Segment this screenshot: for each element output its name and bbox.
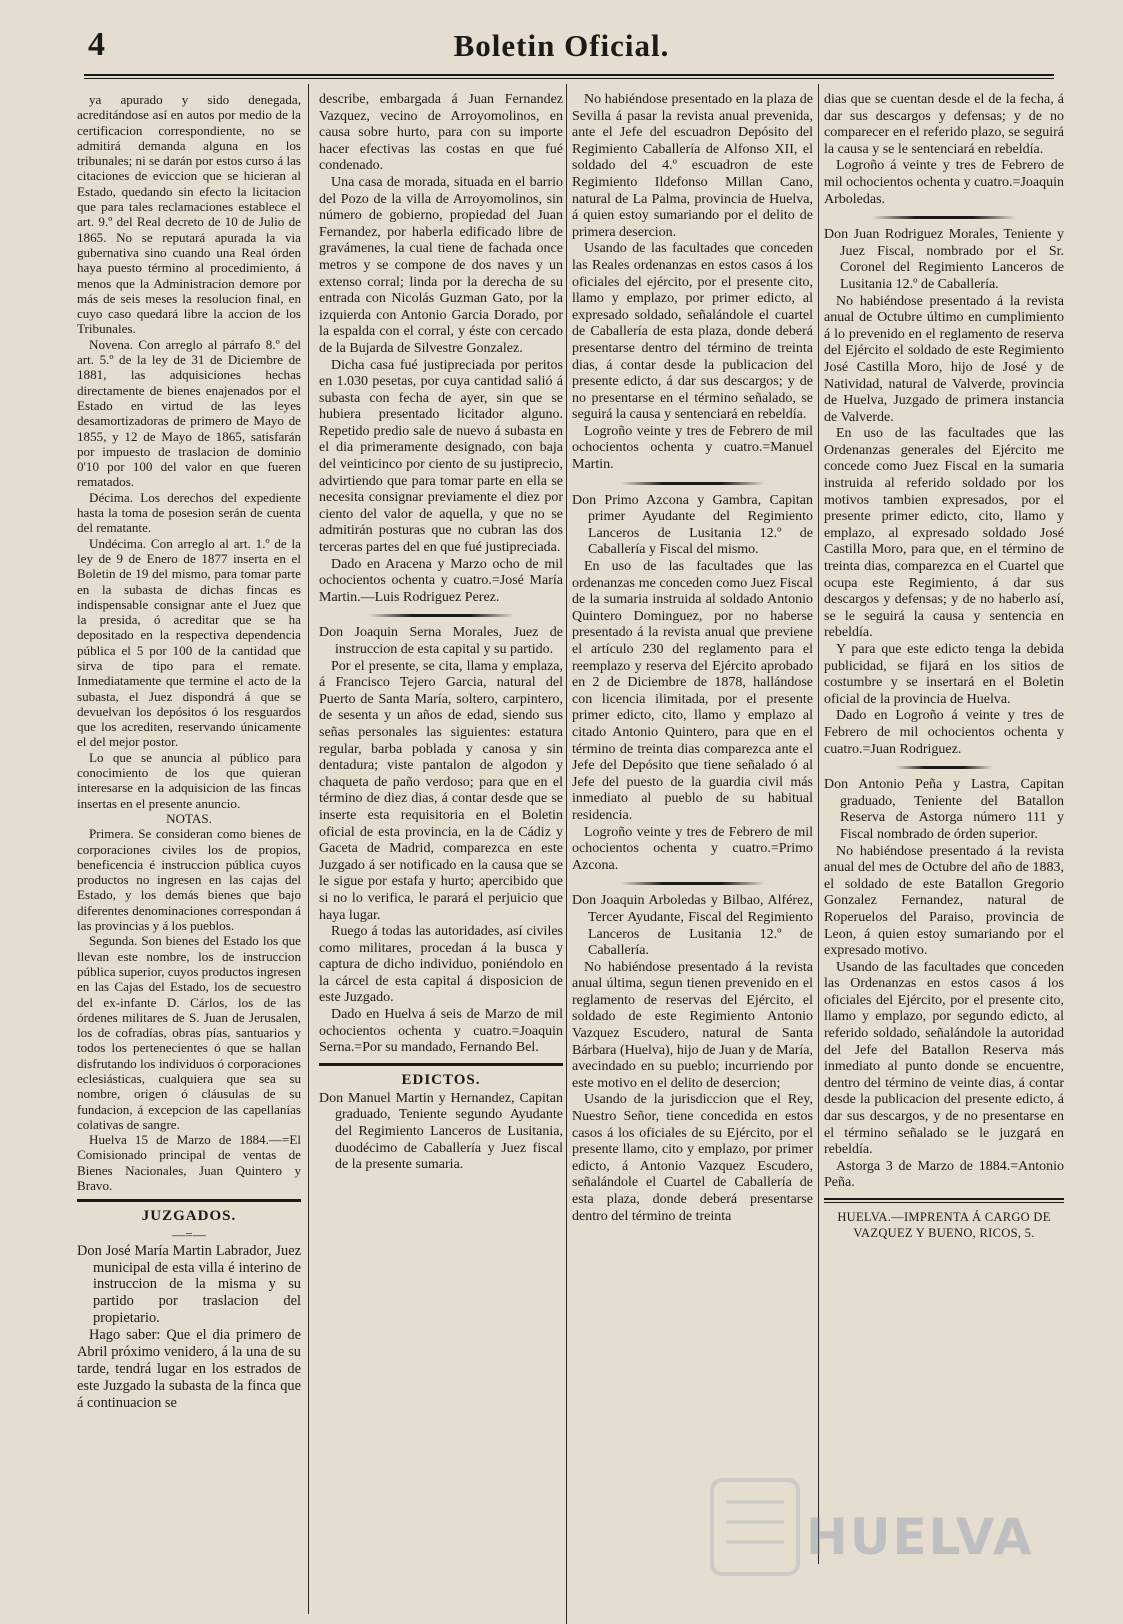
paragraph: No habiéndose presentado á la revista anual última, segun tienen prevenido en el reglamento de reservas del Ejército, el soldado de este Regimiento Antonio Vazquez Escudero, natural de Santa Bárbara (Huelva), hijo de Juan y de María, avecindado en su pueblo; incurriendo por este motivo en el delito de desercion; bbox=[572, 959, 813, 1091]
column-divider bbox=[566, 84, 567, 1624]
ornamental-rule bbox=[620, 882, 765, 885]
page-number: 4 bbox=[88, 26, 105, 63]
paragraph: dias que se cuentan desde el de la fecha, á dar sus descargos y defensas; y de no comparecer en el referido plazo, se seguirá la causa y se le sentenciará en rebeldía. bbox=[824, 92, 1064, 157]
signature-paragraph: Huelva 15 de Marzo de 1884.—=El Comisionado principal de ventas de Bienes Nacionales, Juan Quintero y Bravo. bbox=[77, 1132, 301, 1194]
column-4 bbox=[824, 92, 1064, 1241]
paragraph: No habiéndose presentado á la revista anual de Octubre último en cumplimiento á lo prevenido en el reglamento de reserva del Ejército el soldado de este Regimiento José Castilla Moro, hijo de José y de Natividad, natural de Valverde, provincia de Huelva, Juzgado de primera instancia de Valverde. bbox=[824, 293, 1064, 425]
paragraph: Segunda. Son bienes del Estado los que llevan este nombre, los de instruccion pública superior, cuyos productos ingresen en las Cajas del Estado, los de secuestro del ex-infante D. Cárlos, los de las órdenes militares de S. Juan de Jerusalen, los de cofradías, obras pías, santuarios y todos los pertenecientes ó que se hallan disfrutando los individuos ó corporaciones eclesiásticas, cualquiera que sea su nombre, origen ó cláusulas de su fundacion, á excepcion de las capellanías colativas de sangre. bbox=[77, 933, 301, 1132]
imprint-rule bbox=[824, 1198, 1064, 1203]
paragraph: Y para que este edicto tenga la debida publicidad, se fijará en los sitios de costumbre y se insertará en el Boletin oficial de la provincia de Huelva. bbox=[824, 642, 1064, 707]
paragraph: Dado en Huelva á seis de Marzo de mil ochocientos ochenta y cuatro.=Joaquin Serna.=Por su mandado, Fernando Bel. bbox=[319, 1007, 563, 1056]
signature-paragraph: Astorga 3 de Marzo de 1884.=Antonio Peña. bbox=[824, 1158, 1064, 1191]
notice-heading: Don José María Martin Labrador, Juez municipal de esta villa é interino de instruccion de la misma y su partido por traslacion del propietario. bbox=[77, 1242, 301, 1327]
ornamental-rule bbox=[872, 216, 1016, 219]
page-header bbox=[0, 0, 1123, 80]
paragraph: Primera. Se consideran como bienes de corporaciones civiles los de propios, beneficencia é instruccion pública cuyos productos no ingresen en las cajas del Estado, y los demás bienes que bajo diferentes denominaciones correspondan á las provincias y á los pueblos. bbox=[77, 826, 301, 934]
section-rule bbox=[319, 1063, 563, 1066]
notice-heading: Don Juan Rodriguez Morales, Teniente y Juez Fiscal, nombrado por el Sr. Coronel del Regimiento Lanceros de Lusitania 12.º de Caballería. bbox=[824, 227, 1064, 292]
column-divider bbox=[818, 84, 819, 1564]
paragraph: Dado en Logroño á veinte y tres de Febrero de mil ochocientos ochenta y cuatro.=Juan Rodriguez. bbox=[824, 708, 1064, 757]
notice-heading: Don Primo Azcona y Gambra, Capitan primer Ayudante del Regimiento Lanceros de Lusitania 12.º de Caballería y Fiscal del mismo. bbox=[572, 492, 813, 558]
paragraph: Décima. Los derechos del expediente hasta la toma de posesion serán de cuenta del rematante. bbox=[77, 489, 301, 536]
paragraph: Logroño veinte y tres de Febrero de mil ochocientos ochenta y cuatro.=Manuel Martin. bbox=[572, 423, 813, 473]
newspaper-title: Boletin Oficial. bbox=[453, 28, 670, 63]
notice-heading: Don Joaquin Arboledas y Bilbao, Alférez, Tercer Ayudante, Fiscal del Regimiento Lanceros de Lusitania 12.º de Caballería. bbox=[572, 893, 813, 959]
paragraph: Dado en Aracena y Marzo ocho de mil ochocientos ochenta y cuatro.=José María Martin.—Luis Rodriguez Perez. bbox=[319, 556, 563, 605]
notice-heading: Don Joaquin Serna Morales, Juez de instruccion de esta capital y su partido. bbox=[319, 625, 563, 657]
paragraph: Logroño á veinte y tres de Febrero de mil ochocientos ochenta y cuatro.=Joaquin Arboledas. bbox=[824, 158, 1064, 207]
paragraph: Por el presente, se cita, llama y emplaza, á Francisco Tejero Garcia, natural del Puerto de Santa María, soltero, carpintero, de sesenta y un años de edad, siendo sus señas personales las siguientes: estatura regular, barba poblada y canosa y sin dentadura; viste pantalon de algodon y chaqueta de paño verdoso; para que en el término de diez dias, á contar desde que se inserte esta requisitoria en el Boletin oficial de esta provincia, en la de Cádiz y Gaceta de Madrid, comparezca en este Juzgado á ser notificado en la causa que se le sigue por estafa y hurto; apercibido que si no lo verifica, le parará el perjuicio que haya lugar. bbox=[319, 658, 563, 923]
section-rule bbox=[77, 1199, 301, 1202]
ornamental-rule bbox=[368, 614, 514, 617]
paragraph: ya apurado y sido denegada, acreditándose así en autos por medio de la certificacion correspondiente, no se admitirá demanda alguna en los tribunales; ni se darán por estos curso á las citaciones de eviccion que se hicieran al Estado, quedando sin efecto la licitacion que para tales reclamaciones establece el art. 9.º del Real decreto de 10 de Julio de 1865. No se reputará apurada la via gubernativa sino cuando una Real órden haya puesto término al procedimiento, á menos que la Administracion demore por más de seis meses la resolucion final, en cuyo caso quedará libre la accion de los Tribunales. bbox=[77, 92, 301, 337]
separator: —=— bbox=[172, 1227, 206, 1243]
section-heading-edictos: EDICTOS. bbox=[401, 1071, 481, 1088]
paragraph: describe, embargada á Juan Fernandez Vazquez, vecino de Arroyomolinos, en causa sobre hurto, para con su importe hacer efectivas las costas en que fué condenado. bbox=[319, 92, 563, 174]
paragraph: Usando de las facultades que conceden las Reales ordenanzas en estos casos á los oficiales del ejército, por el presente cito, llamo y emplazo, por primer edicto, al expresado soldado, señalándole el cuartel de Caballería de esta plaza, donde deberá presentarse dentro del término de treinta dias, á contar desde la publicacion del presente edicto, á dar sus descargos; y de no presentarse en el término señalado, se seguirá la causa y sentenciará en rebeldía. bbox=[572, 241, 813, 423]
column-2 bbox=[319, 92, 563, 1174]
watermark-text: HUELVA bbox=[806, 1508, 1034, 1566]
imprint-line-1: HUELVA.—IMPRENTA Á CARGO DE bbox=[837, 1210, 1051, 1224]
paragraph: En uso de las facultades que las Ordenanzas generales del Ejército me concede como Juez Fiscal en la sumaria instruida al referido soldado por los motivos tambien expresados, por el presente primer edicto, cito, llamo y emplazo, al expresado soldado José Castilla Moro, para que, en el término de treinta dias, comparezca en el Cuartel que ocupa este Regimiento, á dar sus descargos y defensas; y de no haberlo así, se le seguirá la causa y sentencia en rebeldía. bbox=[824, 426, 1064, 641]
ornamental-rule bbox=[896, 766, 992, 769]
paragraph: Una casa de morada, situada en el barrio del Pozo de la villa de Arroyomolinos, sin número de gobierno, propiedad del Juan Fernandez, por haberla edificado libre de gravámenes, la cual tiene de fachada once metros y se compone de dos naves y un extenso corral; linda por la derecha de su entrada con Nicolás Guzman Gato, por la izquierda con Antonio Garcia Dorado, por la espalda con el corral, y éste con cercado de la Bujarda de Silvestre Gonzalez. bbox=[319, 174, 563, 356]
paragraph: No habiéndose presentado á la revista anual del mes de Octubre del año de 1883, el soldado de este Batallon Gregorio Gonzalez Fernandez, natural de Roperuelos del Paraiso, provincia de Leon, á quien estoy sumariando por el expresado motivo. bbox=[824, 843, 1064, 959]
header-rule bbox=[84, 74, 1054, 76]
paragraph: Ruego á todas las autoridades, así civiles como militares, procedan á la busca y captura de dicho individuo, poniéndolo en la cárcel de esta capital á disposicion de este Juzgado. bbox=[319, 924, 563, 1006]
paragraph: No habiéndose presentado en la plaza de Sevilla á pasar la revista anual prevenida, ante el Jefe del escuadron Depósito del Regimiento Caballería de Alfonso XII, el soldado del 4.º escuadron de este Regimiento Ildefonso Millan Cano, natural de La Palma, provincia de Huelva, á quien estoy sumariando por el delito de primera desercion. bbox=[572, 92, 813, 240]
paragraph: Undécima. Con arreglo al art. 1.º de la ley de 9 de Enero de 1877 inserta en el Boletin de 19 del mismo, para tomar parte en la subasta de dichas fincas es indispensable consignar ante el Juez que la presida, ó acreditar que se ha depositado en la respectiva dependencia pública el 5 por 100 de la cantidad que sirva de tipo para el remate. Inmediatamente que termine el acto de la subasta, el Juez dispondrá á que se devuelvan los depósitos ó los resguardos que los acrediten, reservando únicamente el del mejor postor. bbox=[77, 535, 301, 750]
paragraph: Hago saber: Que el dia primero de Abril próximo venidero, á la una de su tarde, tendrá lugar en los estrados de este Juzgado la subasta de la finca que á continuacion se bbox=[77, 1327, 301, 1411]
column-3 bbox=[572, 92, 813, 1225]
ornamental-rule bbox=[620, 482, 765, 485]
notes-heading: NOTAS. bbox=[166, 810, 212, 826]
notice-heading: Don Antonio Peña y Lastra, Capitan graduado, Teniente del Batallon Reserva de Astorga número 111 y Fiscal nombrado de órden superior. bbox=[824, 777, 1064, 842]
paragraph: En uso de las facultades que las ordenanzas me conceden como Juez Fiscal de la sumaria instruida al soldado Antonio Quintero Dominguez, por no haberse presentado á la revista anual que previene el artículo 230 del reglamento para el reemplazo y reserva del Ejército aprobado en 2 de Diciembre de 1878, hallándose con licencia ilimitada, por el presente primer edicto, cito, llamo y emplazo al citado Antonio Quintero, para que en el término de treinta dias comparezca ante el Jefe del Depósito que tiene señalado ó al Jefe del puesto de la guardia civil más inmediato al pueblo de su habitual residencia. bbox=[572, 559, 813, 823]
paragraph: Usando de las facultades que conceden las Ordenanzas en estos casos á los oficiales del Ejército, por el presente cito, llamo y emplazo, por segundo edicto, al referido soldado, señalándole la autoridad del Jefe del Batallon Reserva más inmediato al punto donde se encuentre, dentro del término de veinte dias, á contar desde la publicacion del presente edicto, á dar sus descargos, y de no presentarse en el término señalado se le juzgará en rebeldía. bbox=[824, 959, 1064, 1158]
paragraph: Usando de la jurisdiccion que el Rey, Nuestro Señor, tiene concedida en estos casos á los oficiales de su Ejército, por el presente llamo, cito y emplazo, por primer edicto, á Antonio Vazquez Escudero, señalándole el Cuartel de Caballería de esta plaza, donde deberá presentarse dentro del término de treinta bbox=[572, 1092, 813, 1224]
column-1 bbox=[77, 92, 301, 1412]
paragraph: Lo que se anuncia al público para conocimiento de los que quieran interesarse en la adquisicion de las fincas insertas en el presente anuncio. bbox=[77, 749, 301, 811]
notice-heading: Don Manuel Martin y Hernandez, Capitan graduado, Teniente segundo Ayudante del Regimiento Lanceros de Lusitania, duodécimo de Caballería y Juez fiscal de la presente sumaria. bbox=[319, 1090, 563, 1173]
paragraph: Logroño veinte y tres de Febrero de mil ochocientos ochenta y cuatro.=Primo Azcona. bbox=[572, 824, 813, 873]
section-heading-juzgados: JUZGADOS. bbox=[141, 1208, 237, 1225]
imprint-line-2: VAZQUEZ Y BUENO, RICOS, 5. bbox=[853, 1226, 1035, 1240]
header-rule-thin bbox=[84, 78, 1054, 79]
paragraph: Novena. Con arreglo al párrafo 8.º del art. 5.º de la ley de 31 de Diciembre de 1881, las adquisiciones hechas directamente de bienes enajenados por el Estado en virtud de las leyes desamortizadoras de primero de Mayo de 1855, y 12 de Mayo de 1865, satisfarán por impuesto de traslacion de dominio 0'10 por 100 del valor en que fueren rematados. bbox=[77, 336, 301, 490]
paragraph: Dicha casa fué justipreciada por peritos en 1.030 pesetas, por cuya cantidad salió á subasta con fecha de ayer, sin que se hubiera presentado licitador alguno. Repetido predio sale de nuevo á subasta en el dia primeramente designado, con baja del veinticinco por ciento de su justiprecio, advirtiendo que para tomar parte en ella se necesita consignar previamente el diez por ciento del valor de aquella, y que no se admitirán posturas que no cubran las dos terceras partes del en que fué justipreciada. bbox=[319, 357, 563, 556]
column-divider bbox=[308, 84, 309, 1614]
